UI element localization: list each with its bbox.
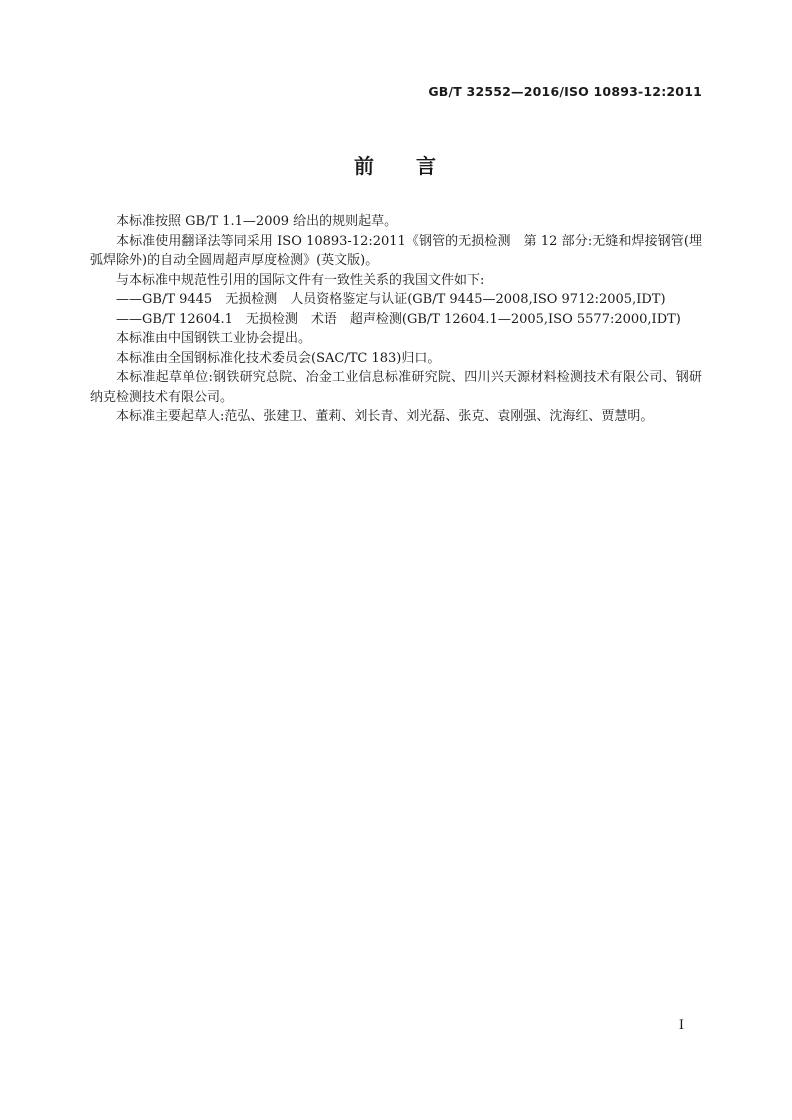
paragraph-references-intro: 与本标准中规范性引用的国际文件有一致性关系的我国文件如下: — [116, 272, 485, 288]
page-title — [0, 150, 792, 179]
paragraph-drafters: 本标准主要起草人:范弘、张建卫、董莉、刘长青、刘光磊、张克、袁刚强、沈海红、贾慧明。 — [116, 409, 654, 424]
paragraph-centralized-by: 本标准由全国钢标准化技术委员会(SAC/TC 183)归口。 — [116, 350, 441, 366]
standard-code-header: GB/T 32552—2016/ISO 10893-12:2011 — [428, 84, 702, 99]
foreword-body — [90, 212, 702, 427]
title-char-1: 前 — [354, 154, 376, 178]
title-char-2: 言 — [416, 154, 438, 178]
page-number: I — [678, 1018, 684, 1033]
reference-item: ——GB/T 9445 无损检测 人员资格鉴定与认证(GB/T 9445—2008,ISO 9712:2005,IDT) — [116, 292, 666, 307]
paragraph-adoption: 本标准使用翻译法等同采用 ISO 10893-12:2011《钢管的无损检测 第 12 部分:无缝和焊接钢管(埋弧焊除外)的自动全圆周超声厚度检测》(英文版)。 — [90, 233, 702, 268]
paragraph-drafting-units: 本标准起草单位:钢铁研究总院、冶金工业信息标准研究院、四川兴天源材料检测技术有限公司、钢研纳克检测技术有限公司。 — [90, 370, 702, 405]
reference-item: ——GB/T 12604.1 无损检测 术语 超声检测(GB/T 12604.1—2005,ISO 5577:2000,IDT) — [116, 311, 681, 327]
paragraph-proposed-by: 本标准由中国钢铁工业协会提出。 — [116, 331, 312, 346]
paragraph-drafting-rules: 本标准按照 GB/T 1.1—2009 给出的规则起草。 — [116, 214, 398, 229]
